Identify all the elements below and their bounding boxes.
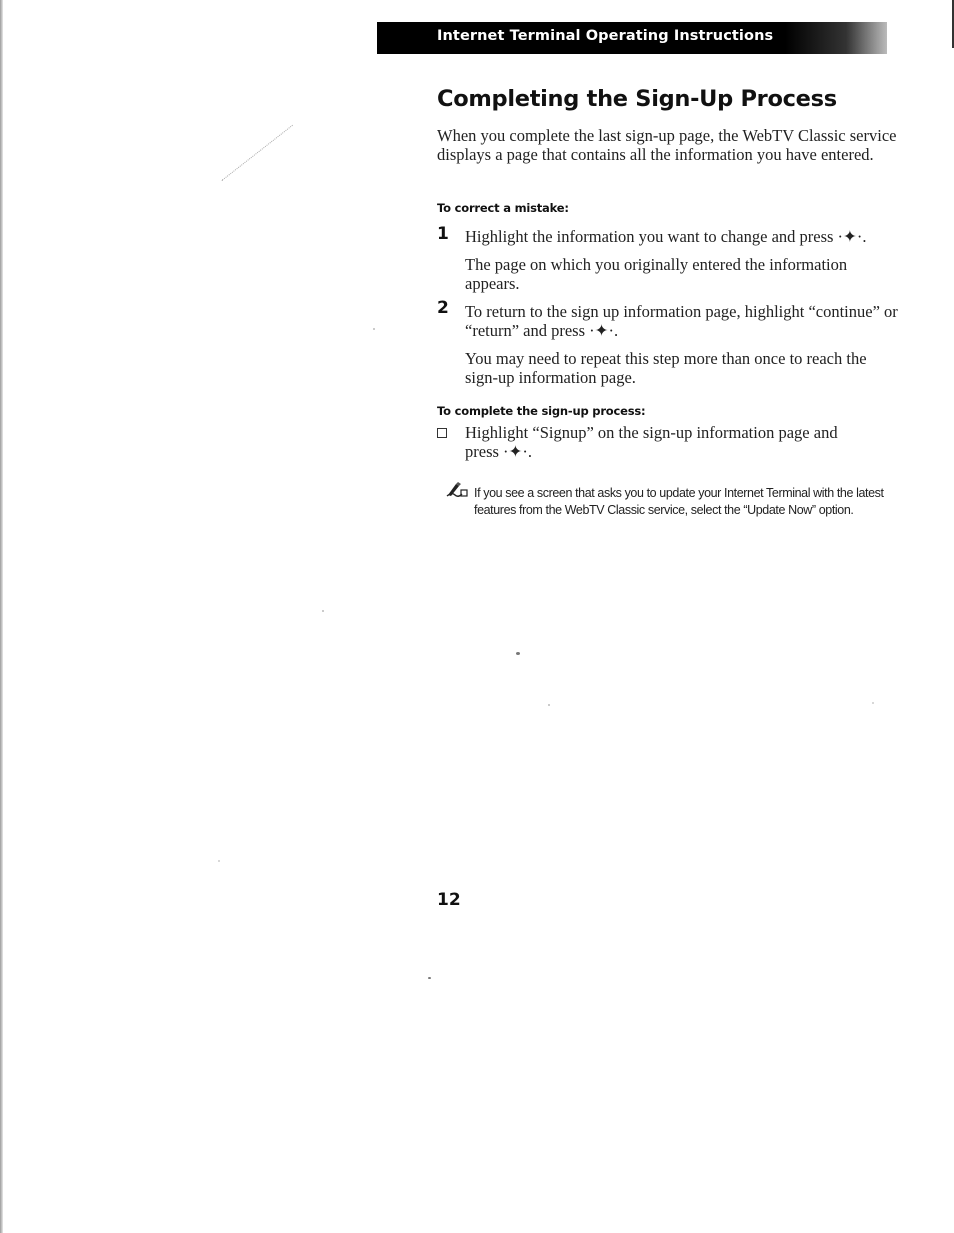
step-1-number: 1	[437, 224, 449, 244]
scan-artifact-line	[221, 125, 293, 182]
scan-speck	[322, 610, 324, 612]
page-left-edge	[0, 0, 3, 1233]
intro-paragraph: When you complete the last sign-up page, the WebTV Classic service displays a page that contains all the information you have entered.	[437, 126, 897, 164]
correct-mistake-heading: To correct a mistake:	[437, 201, 569, 215]
page-title: Completing the Sign-Up Process	[437, 86, 837, 112]
complete-signup-heading: To complete the sign-up process:	[437, 404, 646, 418]
scan-speck	[373, 328, 375, 330]
complete-signup-item: Highlight “Signup” on the sign-up information page and press ·✦·.	[465, 423, 838, 461]
scan-speck	[516, 652, 520, 655]
page-number: 12	[437, 890, 461, 910]
running-header-title: Internet Terminal Operating Instructions	[437, 28, 774, 44]
header-rule	[377, 22, 381, 54]
scan-speck	[872, 702, 874, 704]
scan-speck	[428, 977, 431, 979]
scan-speck	[548, 704, 550, 706]
step-1-detail: The page on which you originally entered the information appears.	[465, 255, 848, 293]
step-2-number: 2	[437, 298, 449, 318]
pencil-note-icon	[446, 481, 468, 497]
scan-speck	[218, 860, 220, 862]
note-text: If you see a screen that asks you to update your Internet Terminal with the latest features from the WebTV Classic service, select the “Update Now” option.	[474, 486, 884, 517]
checkbox-bullet-icon	[437, 428, 447, 438]
step-2-detail: You may need to repeat this step more than once to reach the sign-up information page.	[465, 349, 867, 387]
step-1-text: Highlight the information you want to change and press ·✦·.	[465, 227, 867, 246]
running-header-bar	[377, 22, 887, 54]
step-2-text: To return to the sign up information page, highlight “continue” or “return” and press ·✦·.	[465, 302, 898, 340]
